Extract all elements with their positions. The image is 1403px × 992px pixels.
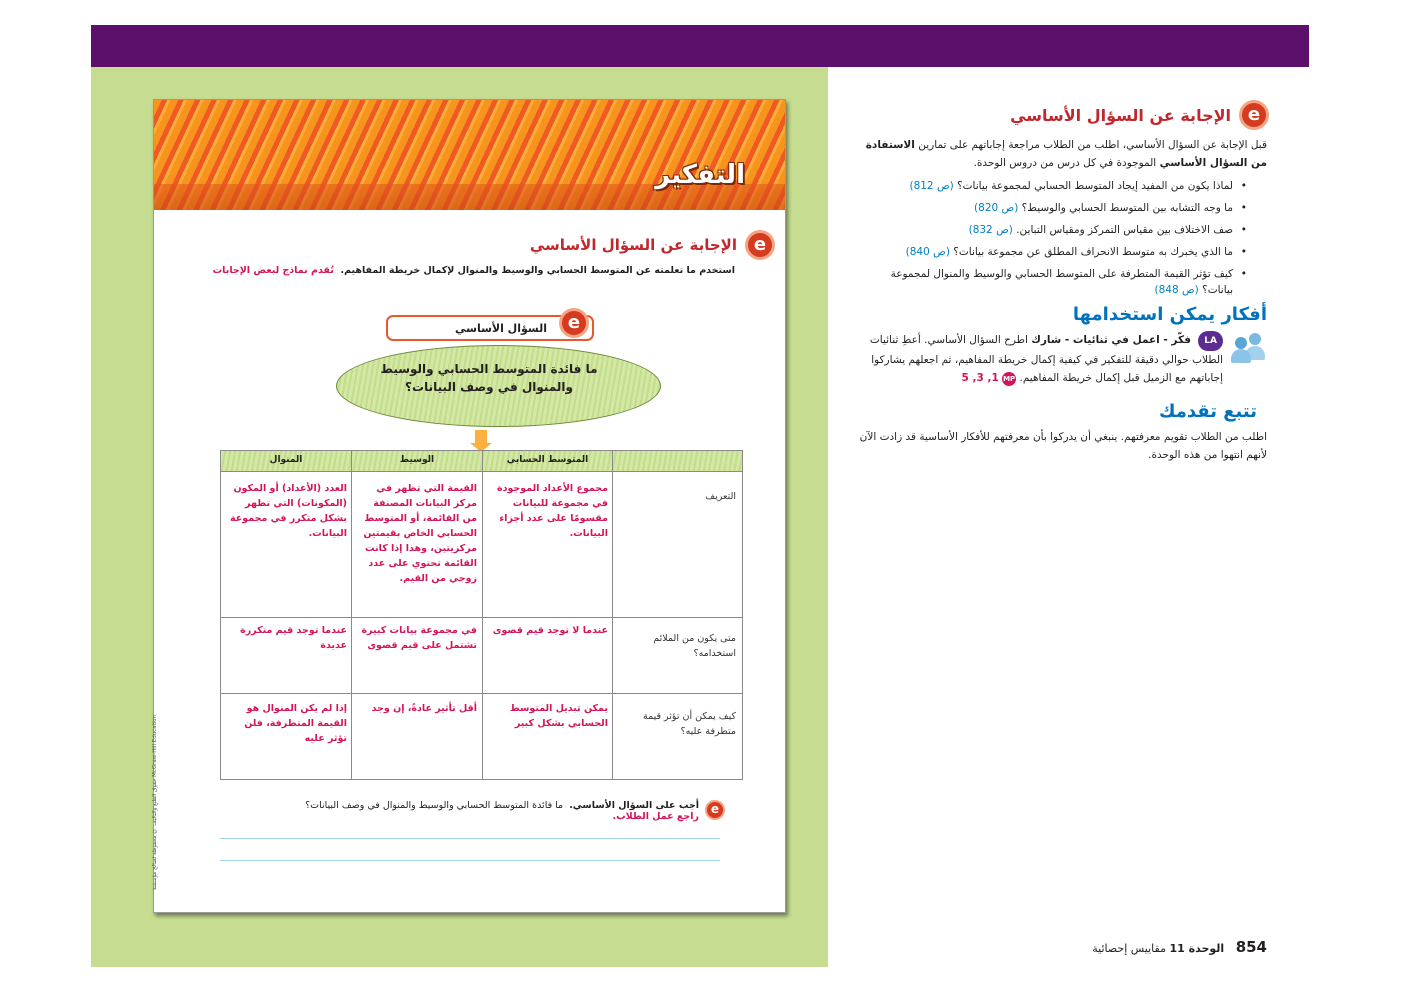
table-cell: القيمة التي تظهر في مركز البيانات المصنفة من القائمة، أو المتوسط الحسابي الخاص بقيمتين مركزيتين، وهذا إذا كانت القائمة تحتوي على عدد زوجي من القيم. (363, 483, 477, 584)
math-practice-icon: MP (1002, 372, 1016, 386)
down-arrow-icon (475, 430, 487, 444)
table-cell: عندما توجد قيم متكررة عديدة (240, 625, 347, 651)
chapter-banner (154, 100, 785, 210)
essential-question-label-box: السؤال الأساسي (386, 315, 594, 341)
header-mean: المتوسط الحسابي (506, 455, 589, 465)
list-item: • ما الذي يخبرك به متوسط الانحراف المطلق عن مجموعة بيانات؟ (ص 840) (855, 244, 1247, 260)
answer-essential-question: e أجب على السؤال الأساسي. ما فائدة المتوسط الحسابي والوسيط والمنوال في وصف البيانات؟ راجع عمل الطلاب. (305, 800, 725, 822)
row-label: كيف يمكن أن تؤثر قيمة متطرفة عليه؟ (643, 711, 736, 737)
header-mode: المنوال (269, 455, 303, 465)
student-heading-text: الإجابة عن السؤال الأساسي (529, 236, 737, 254)
teacher-notes (855, 100, 1267, 464)
student-heading (530, 230, 775, 260)
table-cell: أقل تأثير عادةً، إن وجد (371, 703, 477, 714)
track-text: اطلب من الطلاب تقويم معرفتهم. ينبغي أن يدركوا بأن معرفتهم للأفكار الأساسية قد زادت الآن لأنهم انتهوا من هذه الوحدة. (859, 431, 1267, 461)
table-cell: مجموع الأعداد الموجودة في مجموعة للبيانات مقسومًا على عدد أجزاء البيانات. (496, 483, 608, 539)
answer-line (220, 860, 720, 861)
student-page (153, 99, 786, 913)
header-median: الوسيط (399, 455, 435, 465)
teacher-intro: قبل الإجابة عن السؤال الأساسي، اطلب من الطلاب مراجعة إجاباتهم على تمارين الاستفادة من السؤال الأساسي الموجودة في كل درس من دروس الوحدة. (865, 139, 1267, 169)
banner-title: التفكير (655, 160, 745, 190)
list-item: • ما وجه التشابه بين المتوسط الحسابي والوسيط؟ (ص 820) (855, 200, 1247, 216)
teacher-heading: e الإجابة عن السؤال الأساسي (855, 100, 1269, 130)
table-cell: إذا لم يكن المنوال هو القيمة المتطرفة، فلن تؤثر عليه (244, 703, 347, 744)
table-cell: عندما لا توجد قيم قصوى (492, 625, 608, 636)
essential-question-icon: e (705, 800, 725, 820)
unit-number: الوحدة 11 (1169, 942, 1225, 955)
essential-question-icon: e (1239, 100, 1269, 130)
instruction-note: تُقدم نماذج لبعض الإجابات (212, 265, 334, 276)
student-instruction: استخدم ما تعلمته عن المتوسط الحسابي والوسيط والمنوال لإكمال خريطة المفاهيم. تُقدم نماذج لبعض الإجابات (212, 265, 735, 276)
unit-title: مقاييس إحصائية (1092, 942, 1166, 955)
table-cell: يمكن تبديل المتوسط الحسابي بشكل كبير (509, 703, 608, 729)
essential-question-icon: e (745, 230, 775, 260)
la-badge: LA (1198, 331, 1223, 351)
list-item: • لماذا يكون من المفيد إيجاد المتوسط الحسابي لمجموعة بيانات؟ (ص 812) (855, 178, 1247, 194)
concept-map-table (220, 450, 743, 780)
teacher-question-list (855, 178, 1267, 298)
answer-line (220, 838, 720, 839)
copyright-notice: حقوق الطبع والتأليف © محفوظة لصالح مؤسسة McGraw-Hill Education (152, 714, 158, 890)
cloud-question-text: ما فائدة المتوسط الحسابي والوسيط والمنوال في وصف البيانات؟ (380, 362, 598, 394)
page-number: 854 (1235, 938, 1267, 956)
people-icon (1229, 331, 1267, 363)
table-cell: في مجموعة بيانات كبيرة تشتمل على قيم قصوى (361, 625, 477, 651)
row-label: متى يكون من الملائم استخدامه؟ (653, 633, 736, 659)
table-cell: العدد (الأعداد) أو المكون (المكونات) التي تظهر بشكل متكرر في مجموعة البيانات. (230, 483, 347, 539)
track-heading: تتبع تقدمك (1158, 401, 1257, 422)
top-purple-bar (91, 25, 1309, 67)
list-item: • كيف تؤثر القيمة المتطرفة على المتوسط الحسابي والوسيط والمنوال لمجموعة بيانات؟ (ص 848) (855, 266, 1247, 298)
row-label: التعريف (705, 491, 736, 502)
ideas-heading: أفكار يمكن استخدامها (1072, 304, 1267, 325)
list-item: • صف الاختلاف بين مقياس التمركز ومقياس التباين. (ص 832) (855, 222, 1247, 238)
page-footer (1092, 938, 1267, 956)
essential-question-icon: e (559, 308, 589, 338)
answer-response: راجع عمل الطلاب. (612, 811, 699, 822)
think-pair-share: LA فكّر - اعمل في ثنائيات - شارك اطرح السؤال الأساسي. أعطِ ثنائيات الطلاب حوالي دقيقة للتفكير في كيفية إكمال خريطة المفاهيم، ثم اجعلهم يشاركوا إجاباتهم مع الزميل قبل إكمال خريطة المفاهيم. MP 1, 3, 5 (855, 331, 1267, 387)
